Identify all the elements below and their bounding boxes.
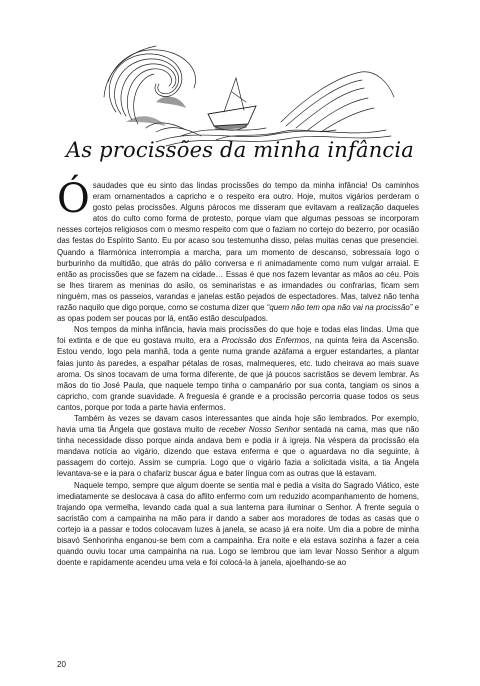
chapter-title: As procissões da minha infância — [65, 138, 415, 162]
paragraph-text-tail: , na quinta feira da Ascensão. Estou vendo, logo pela manhã, toda a gente numa grande azáfama a erguer estandartes, a plantar faias junto às paredes, a espalhar pétalas de rosas, malmequeres, etc. tudo cheirava ao mais suave aroma. Os sinos tocavam de uma forma diferente, de que já poucos sacristãos se devem lembrar. As mãos do tio José Paula, que naquele tempo tinha o campanário por sua conta, tangiam os sinos a capricho, com grande suavidade. A freguesia é grande e a procissão percorria quase todos os seus cantos, porque por toda a parte havia enfermos. — [57, 336, 419, 412]
page-number: 20 — [57, 660, 66, 669]
paragraph-text: saudades que eu sinto das lindas procissões do tempo da minha infância! Os caminhos eram ornamentados a capricho e o respeito era outro. Hoje, muitos vigários perderam o gosto pelas procissões. Alguns párocos me disseram que evitavam a realização daqueles atos do culto como forma de protesto, porque viam que algumas pessoas se incorporam nesses cortejos religiosos com o mesmo respeito com que o faziam no cortejo do bezerro, por ocasião das festas do Espírito Santo. Eu por acaso sou testemunha disso, pelas muitas cenas que presenciei. Quando a filarmónica interrompia a marcha, para um momento de descanso, sobressaía logo o burburinho da multidão, que atrás do pálio conversa e ri animadamente como num vulgar arraial. E então as procissões que se fazem na cidade… Essas é que nos fazem levantar as mãos ao céu. Pois se lhes tirarem as meninas do asilo, os seminaristas e as irmandades ou confrarias, ficam sem ninguém, mas os passeios, varandas e janelas estão pejados de espectadores. Mas, talvez não tenha razão naquilo que digo porque, como se costuma dizer que — [57, 181, 419, 313]
paragraph — [57, 176, 419, 324]
paragraph — [57, 480, 419, 569]
paragraph-text-tail: sentada na cama, mas que não tinha necessidade disso porque ainda andava bem e podia ir à igreja. Na véspera da procissão ela mandava notícia ao vigário, dizendo que estava enferma e que o aguardava no dia seguinte, à passagem do cortejo. Assim se cumpria. Logo que o vigário fazia a solicitada visita, a tia Ângela levantava-se e ia para o chafariz buscar água e bater língua com as outras que lá estavam. — [57, 425, 419, 479]
chapter-body — [57, 176, 419, 568]
paragraph-text: Naquele tempo, sempre que algum doente se sentia mal e pedia a visita do Sagrado Viático, este imediatamente se deslocava à casa do aflito enfermo com um reduzido acompanhamento de homens, trajando opa vermelha, levando cada qual a sua lanterna para iluminar o Senhor. À frente seguia o sacristão com a campainha na mão para ir dando a saber aos moradores de todas as casas que o cortejo ia a passar e todos colocavam luzes à janela, se acaso já era noite. Um dia a pobre de minha bisavó Senhorinha enganou-se bem com a campainha. Era noite e ela estava sozinha a fazer a ceia quando ouviu tocar uma campainha na rua. Logo se lembrou que iam levar Nosso Senhor a algum doente e rapidamente acendeu uma vela e foi colocá-la à janela, ajoelhando-se ao — [57, 480, 419, 568]
paragraph-text-tail: e as opas podem ser poucas por lá, então estão desculpados. — [57, 303, 419, 324]
italic-phrase: receber Nosso Senhor — [218, 425, 300, 435]
paragraph — [57, 324, 419, 413]
quoted-saying: “quem não tem opa não vai na procissão” — [266, 303, 413, 313]
sea-storm-boat-illustration — [96, 42, 396, 150]
paragraph-text: Também às vezes se davam casos interessantes que ainda hoje são lembrados. Por exemplo, havia uma tia Ângela que gostava muito de — [57, 413, 419, 435]
drop-cap: Ó — [57, 176, 90, 222]
paragraph — [57, 413, 419, 480]
paragraph-text: Nos tempos da minha infância, havia mais procissões do que hoje e todas elas lindas. Uma que foi extinta e de que eu gostava muito, era a — [57, 325, 419, 346]
italic-phrase: Procissão dos Enfermos — [221, 336, 310, 346]
